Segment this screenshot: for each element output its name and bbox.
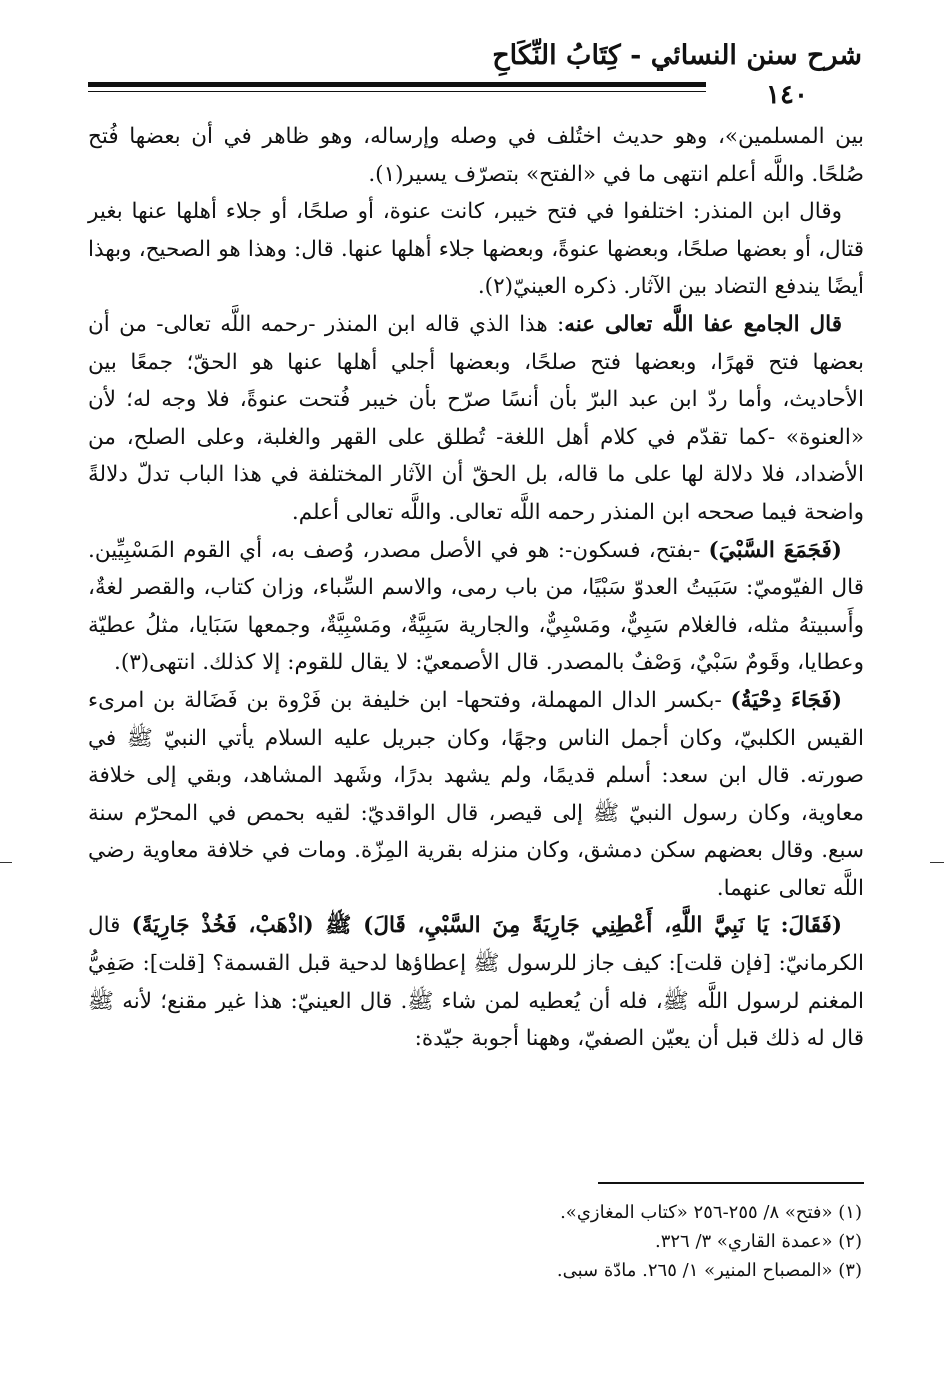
bold-lead: قال الجامع عفا اللَّه تعالى عنه bbox=[564, 311, 843, 337]
footnote-separator bbox=[598, 1182, 864, 1184]
paragraph: (فَجَاءَ دِحْيَةُ) -بكسر الدال المهملة، وفتحها- ابن خليفة بن فَرْوة بن فَضَالة بن امرىء القيس الكلبيّ، وكان أجمل الناس وجهًا، وكان جبريل عليه السلام يأتي النبيّ ﷺ في صورته. قال ابن سعد: أسلم قديمًا، ولم يشهد بدرًا، وشَهد المشاهد، وبقي إلى خلافة معاوية، وكان رسول النبيّ ﷺ إلى قيصر، قال الواقديّ: لقيه بحمص في المحرّم سنة سبع. وقال بعضهم سكن دمشق، وكان منزله بقرية المِزّة. ومات في خلافة معاوية رضي اللَّه تعالى عنهما. bbox=[88, 687, 864, 901]
page-header bbox=[88, 40, 868, 110]
main-text bbox=[88, 118, 864, 1058]
bold-lead: (فَقَالَ: يَا نَبِيَّ اللَّهِ، أَعْطِنِي جَارِيَةً مِنَ السَّبْيِ، قَالَ) ﷺ (اذْهَبْ، فَخُذْ جَارِيَةً) bbox=[131, 913, 842, 939]
paragraph: قال الجامع عفا اللَّه تعالى عنه: هذا الذي قاله ابن المنذر -رحمه اللَّه تعالى- من أن بعضها فتح قهرًا، وبعضها فتح صلحًا، وبعضها أجلي أهلها عنها هو الحقّ؛ جمعًا بين الأحاديث، وأما ردّ ابن عبد البرّ بأن أنسًا صرّح بأن خيبر فُتحت عنوةً، فلا وجه له؛ لأن «العنوة» -كما تقدّم في كلام أهل اللغة- تُطلق على القهر والغلبة، وعلى الصلح، من الأضداد، فلا دلالة لها على ما قاله، بل الحقّ أن الآثار المختلفة في هذا الباب تدلّ دلالةً واضحة فيما صححه ابن المنذر رحمه اللَّه تعالى. واللَّه تعالى أعلم. bbox=[88, 311, 864, 525]
paragraph: وقال ابن المنذر: اختلفوا في فتح خيبر، كانت عنوة، أو صلحًا، أو جلاء أهلها عنها بغير قتال، أو بعضها صلحًا، وبعضها عنوةً، وبعضها جلاء أهلها عنها. قال: وهذا هو الصحيح، وبهذا أيضًا يندفع التضاد بين الآثار. ذكره العينيّ(٢). bbox=[88, 199, 864, 300]
margin-mark bbox=[0, 862, 12, 863]
bold-lead: (فَجَاءَ دِحْيَةُ) bbox=[730, 687, 842, 713]
paragraph: (فَقَالَ: يَا نَبِيَّ اللَّهِ، أَعْطِنِي جَارِيَةً مِنَ السَّبْيِ، قَالَ) ﷺ (اذْهَبْ، فَخُذْ جَارِيَةً) قال الكرمانيّ: [فإن قلت]: كيف جاز للرسول ﷺ إعطاؤها لدحية قبل القسمة؟ [قلت]: صَفِيُّ المغنم لرسول اللَّه ﷺ، فله أن يُعطيه لمن شاء ﷺ. قال العينيّ: هذا غير مقنع؛ لأنه ﷺ قال له ذلك قبل أن يعيّن الصفيّ، وههنا أجوبة جيّدة: bbox=[88, 913, 864, 1052]
footnotes bbox=[200, 1198, 862, 1285]
page-number: ١٤٠ bbox=[706, 80, 868, 110]
header-rule-thin bbox=[88, 91, 718, 92]
paragraph: بين المسلمين»، وهو حديث اختُلف في وصله وإرساله، وهو ظاهر في أن بعضها فُتح صُلحًا. واللَّه أعلم انتهى ما في «الفتح» بتصرّف يسير(١). bbox=[88, 124, 864, 187]
running-title: شرح سنن النسائي - كِتَابُ النِّكَاحِ bbox=[492, 40, 862, 71]
footnote: (١) «فتح» ٨/ ٢٥٥-٢٥٦ «كتاب المغازي». bbox=[560, 1202, 862, 1223]
footnote: (٣) «المصباح المنير» ١/ ٢٦٥. مادّة سبى. bbox=[556, 1260, 862, 1281]
margin-mark bbox=[930, 862, 944, 863]
bold-lead: (فَجَمَعَ السَّبْيَ) bbox=[708, 537, 842, 563]
footnote: (٢) «عمدة القاري» ٣/ ٣٢٦. bbox=[654, 1231, 862, 1252]
paragraph: (فَجَمَعَ السَّبْيَ) -بفتح، فسكون-: هو في الأصل مصدر، وُصف به، أي القوم المَسْبِيِّين. قال الفيّوميّ: سَبَيتُ العدوّ سَبْيًا، من باب رمى، والاسم السِّباء، وزان كتاب، والقصر لغةٌ، وأَسبيتهُ مثله، فالغلام سَبِيٌّ، ومَسْبِيٌّ، والجارية سَبِيَّةٌ، ومَسْبِيَّةٌ، وجمعها سَبَايا، مثلُ عطيّة وعطايا، وقَومٌ سَبْيٌ، وَصْفٌ بالمصدر. قال الأصمعيّ: لا يقال للقوم: إلا كذلك. انتهى(٣). bbox=[88, 537, 864, 676]
